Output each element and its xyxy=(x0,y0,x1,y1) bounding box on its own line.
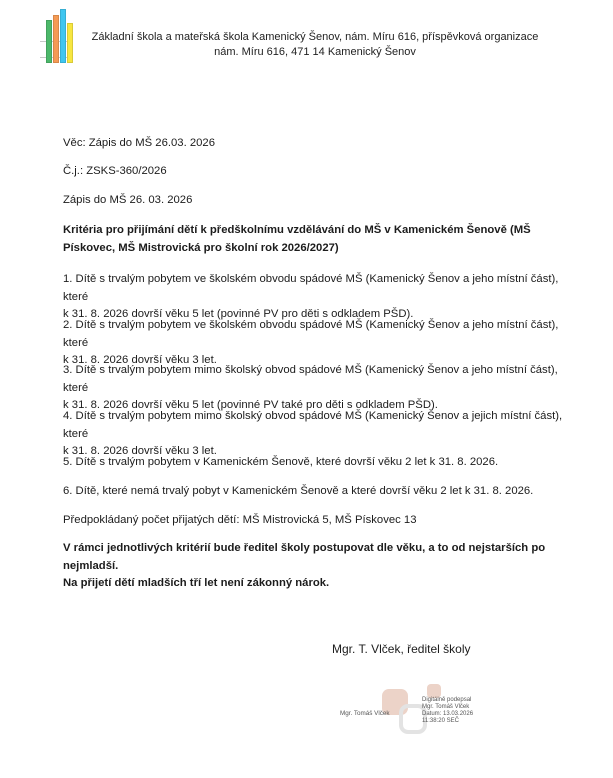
stamp-info-line: Mgr. Tomáš Vlček xyxy=(422,704,470,710)
criterion-text: 1. Dítě s trvalým pobytem ve školském obvodu spádové MŠ (Kamenický Šenov a jeho místní část), které xyxy=(63,273,559,303)
signature-line: Mgr. T. Vlček, ředitel školy xyxy=(332,642,471,656)
reference-number: Č.j.: ZSKS-360/2026 xyxy=(63,165,167,177)
expected-count: Předpokládaný počet přijatých dětí: MŠ Mistrovická 5, MŠ Pískovec 13 xyxy=(63,514,417,526)
criteria-heading-line2: Pískovec, MŠ Mistrovická pro školní rok 2026/2027) xyxy=(63,241,339,254)
criterion-5 xyxy=(63,454,583,472)
criterion-1 xyxy=(63,271,583,324)
criteria-heading xyxy=(63,222,583,257)
subject-line: Věc: Zápis do MŠ 26.03. 2026 xyxy=(63,137,215,149)
letterhead xyxy=(60,30,570,60)
letterhead-school-name: Základní škola a mateřská škola Kamenický Šenov, nám. Míru 616, příspěvková organizace xyxy=(91,31,539,43)
criterion-3 xyxy=(63,362,583,415)
criterion-6 xyxy=(63,483,583,501)
criterion-text: k 31. 8. 2026 dovrší věku 5 let (povinné PV také pro děti s odkladem PŠD). xyxy=(63,399,438,411)
criterion-text: k 31. 8. 2026 dovrší věku 3 let. xyxy=(63,445,217,457)
stamp-date: Datum: 13.03.2026 xyxy=(422,711,474,717)
criterion-text: k 31. 8. 2026 dovrší věku 3 let. xyxy=(63,354,217,366)
stamp-signer-name: Mgr. Tomáš Vlček xyxy=(340,710,390,717)
admission-note xyxy=(63,540,583,593)
stamp-info xyxy=(422,697,473,725)
criterion-text: 4. Dítě s trvalým pobytem mimo školský obvod spádové MŠ (Kamenický Šenov a jejich místní část), které xyxy=(63,410,563,440)
criterion-text: 3. Dítě s trvalým pobytem mimo školský obvod spádové MŠ (Kamenický Šenov a jeho místní část), které xyxy=(63,364,558,394)
criterion-text: 5. Dítě s trvalým pobytem v Kamenickém Šenově, které dovrší věku 2 let k 31. 8. 2026. xyxy=(63,456,499,468)
criterion-text: k 31. 8. 2026 dovrší věku 5 let (povinné PV pro děti s odkladem PŠD). xyxy=(63,308,414,320)
digital-signature-stamp xyxy=(340,680,500,745)
admission-note-line2: Na přijetí dětí mladších tří let není zákonný nárok. xyxy=(63,577,330,589)
criterion-4 xyxy=(63,408,583,461)
stamp-info-line: Digitálně podepsal xyxy=(422,697,472,703)
criteria-heading-line1: Kritéria pro přijímání dětí k předškolnímu vzdělávání do MŠ v Kamenickém Šenově (MŠ xyxy=(63,224,531,236)
stamp-shape-small-icon xyxy=(427,684,441,698)
admission-note-line1: V rámci jednotlivých kritérií bude ředitel školy postupovat dle věku, a to od nejstarších po nejmladší. xyxy=(63,542,546,572)
criterion-text: 2. Dítě s trvalým pobytem ve školském obvodu spádové MŠ (Kamenický Šenov a jeho místní část), které xyxy=(63,319,559,349)
criterion-text: 6. Dítě, které nemá trvalý pobyt v Kamenickém Šenově a které dovrší věku 2 let k 31. 8. 2026. xyxy=(63,485,534,497)
stamp-time: 11:38:20 SEČ xyxy=(422,718,459,724)
letterhead-address: nám. Míru 616, 471 14 Kamenický Šenov xyxy=(214,46,416,58)
intro-line: Zápis do MŠ 26. 03. 2026 xyxy=(63,194,193,206)
